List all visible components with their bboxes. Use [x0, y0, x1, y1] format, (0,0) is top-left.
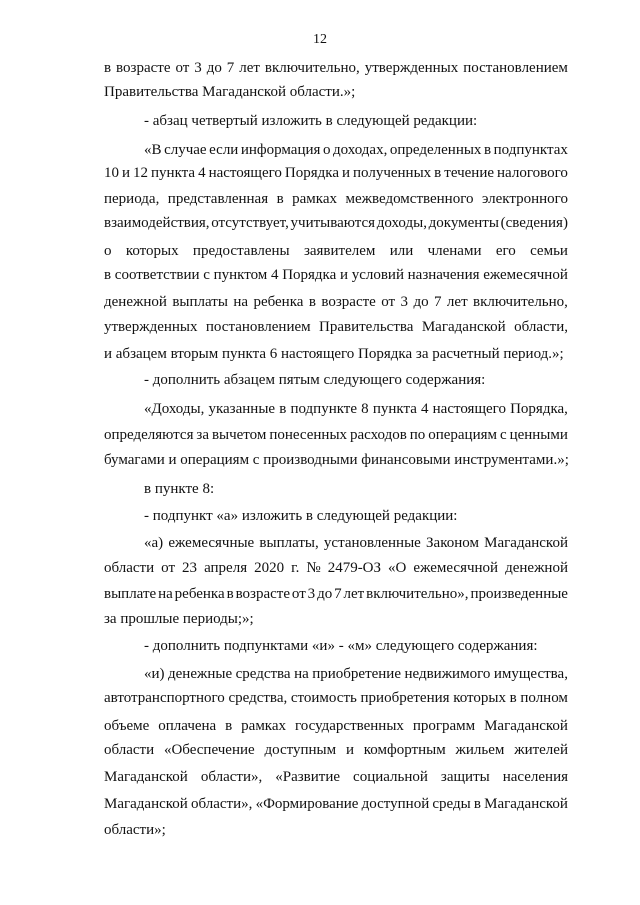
- text-line: за прошлые периоды;»;: [104, 611, 254, 627]
- text-line: и абзацем вторым пункта 6 настоящего Порядка за расчетный период.»;: [104, 346, 564, 362]
- text-line: - подпункт «а» изложить в следующей редакции:: [144, 508, 458, 524]
- text-line: объеме оплачена в рамках государственных программ Магаданской: [104, 718, 568, 734]
- text-line: области «Обеспечение доступным и комфортным жильем жителей: [104, 742, 568, 758]
- text-line: периода, представленная в рамках межведомственного электронного: [104, 191, 568, 207]
- text-line: в пункте 8:: [144, 481, 215, 497]
- text-line: «а) ежемесячные выплаты, установленные Законом Магаданской: [144, 535, 568, 551]
- text-line: области»;: [104, 822, 166, 838]
- text-line: - абзац четвертый изложить в следующей редакции:: [144, 113, 478, 129]
- text-line: в соответствии с пунктом 4 Порядка и условий назначения ежемесячной: [104, 267, 568, 283]
- text-line: определяются за вычетом понесенных расходов по операциям с ценными: [104, 427, 568, 443]
- text-line: «Доходы, указанные в подпункте 8 пункта 4 настоящего Порядка,: [144, 401, 568, 417]
- text-line: бумагами и операциям с производными финансовыми инструментами.»;: [104, 452, 569, 468]
- text-line: - дополнить абзацем пятым следующего содержания:: [144, 372, 486, 388]
- text-line: утвержденных постановлением Правительства Магаданской области,: [104, 319, 568, 335]
- page-number: 12: [313, 32, 327, 47]
- text-line: области от 23 апреля 2020 г. № 2479-ОЗ «О ежемесячной денежной: [104, 560, 568, 576]
- text-line: выплате на ребенка в возрасте от 3 до 7 лет включительно», произведенные: [104, 586, 568, 602]
- text-line: «В случае если информация о доходах, определенных в подпунктах: [144, 142, 568, 158]
- text-line: Магаданской области», «Формирование доступной среды в Магаданской: [104, 796, 568, 812]
- text-line: взаимодействия, отсутствует, учитываются доходы, документы (сведения): [104, 215, 568, 231]
- text-line: в возрасте от 3 до 7 лет включительно, утвержденных постановлением: [104, 60, 568, 76]
- text-line: Магаданской области», «Развитие социальной защиты населения: [104, 769, 568, 785]
- text-line: «и) денежные средства на приобретение недвижимого имущества,: [144, 666, 568, 682]
- text-line: о которых предоставлены заявителем или членами его семьи: [104, 243, 568, 259]
- text-line: автотранспортного средства, стоимость приобретения которых в полном: [104, 690, 568, 706]
- text-line: денежной выплаты на ребенка в возрасте от 3 до 7 лет включительно,: [104, 294, 568, 310]
- text-line: Правительства Магаданской области.»;: [104, 84, 356, 100]
- text-line: - дополнить подпунктами «и» - «м» следующего содержания:: [144, 638, 538, 654]
- text-line: 10 и 12 пункта 4 настоящего Порядка и полученных в течение налогового: [104, 165, 568, 181]
